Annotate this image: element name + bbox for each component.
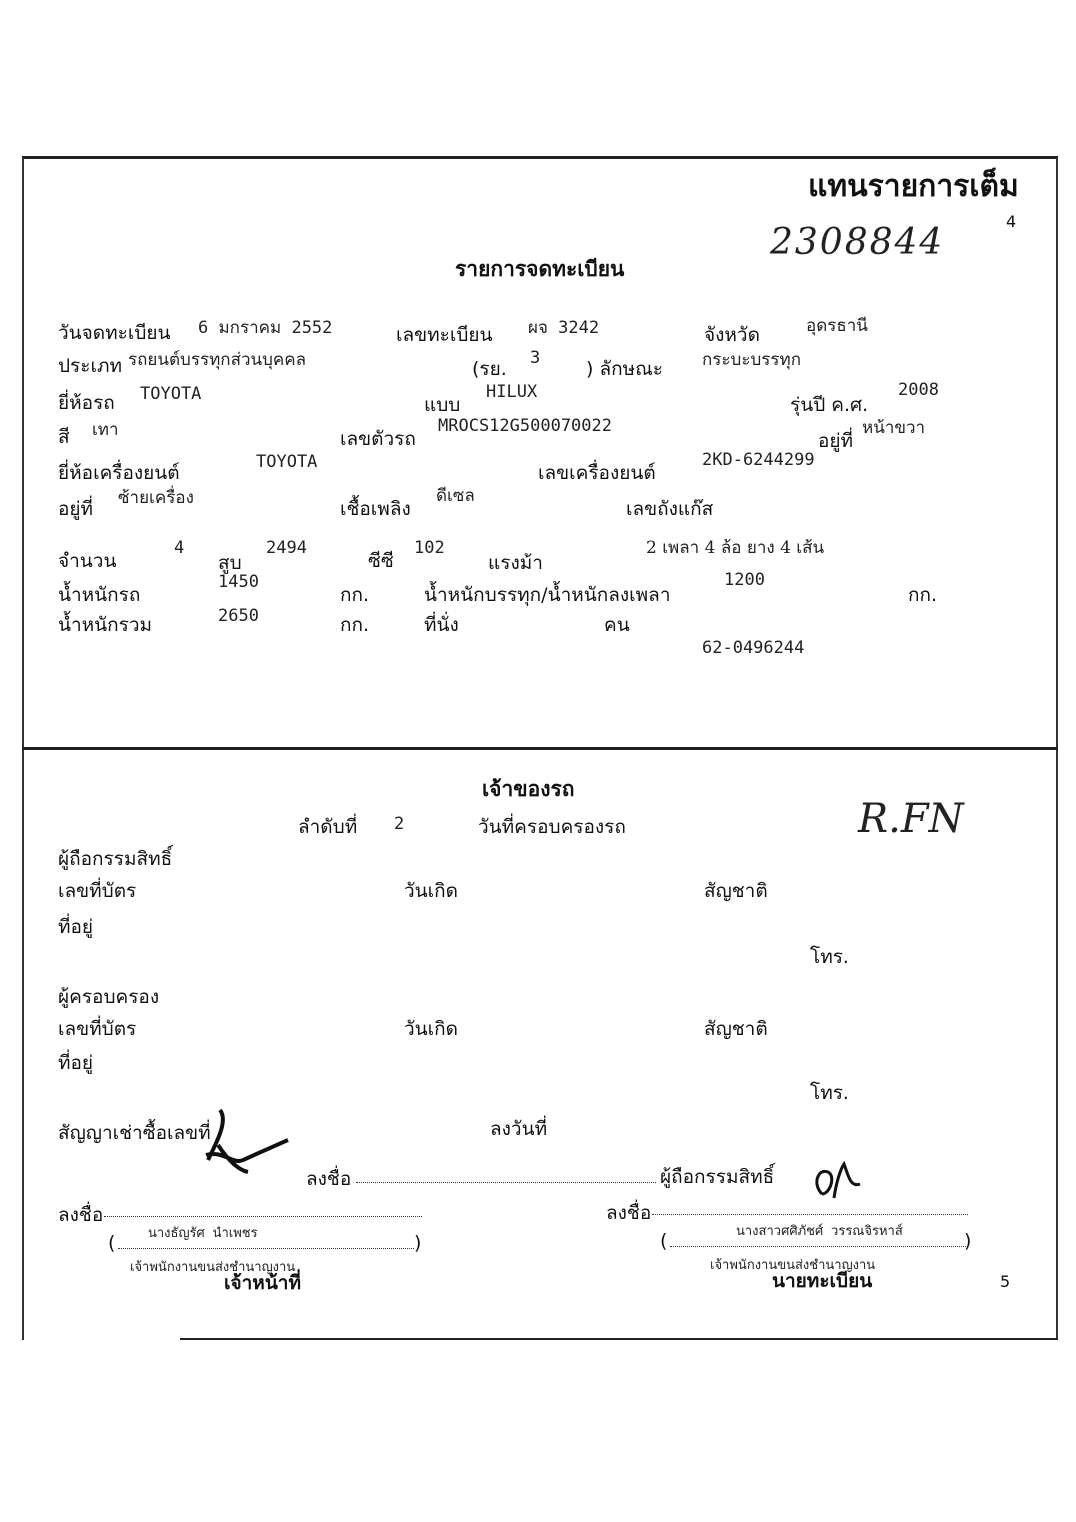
cc-value: 102 <box>414 538 445 558</box>
right-border-bottom <box>1056 750 1058 1340</box>
brand-label: ยี่ห้อรถ <box>58 392 115 414</box>
type-label: ประเภท <box>58 355 123 377</box>
fuel-label: เชื้อเพลิง <box>340 498 411 520</box>
right-signer-position: เจ้าพนักงานขนส่งชำนาญงาน <box>710 1258 876 1273</box>
bottom-border <box>180 1338 1058 1340</box>
possessor-address-label: ที่อยู่ <box>58 1052 94 1074</box>
left-signer-name: นางธัญรัศ นำเพชร <box>148 1226 258 1241</box>
holder-nationality-label: สัญชาติ <box>704 880 768 902</box>
page-number-bottom: 5 <box>1000 1272 1011 1291</box>
weight-unit: กก. <box>340 584 370 606</box>
lease-label: สัญญาเช่าซื้อเลขที่ <box>58 1122 211 1144</box>
load-unit: กก. <box>908 584 938 606</box>
left-paren-close: ) <box>414 1232 422 1254</box>
axle-value: 2 เพลา 4 ล้อ ยาง 4 เส้น <box>646 538 825 558</box>
stamp-text: แทนรายการเต็ม <box>808 169 1019 204</box>
color-value: เทา <box>92 420 119 440</box>
possessor-label: ผู้ครอบครอง <box>58 986 160 1008</box>
right-sign-label: ลงชื่อ <box>606 1202 652 1224</box>
year-label: รุ่นปี ค.ศ. <box>790 394 869 416</box>
chassis-location-label: อยู่ที่ <box>818 430 854 452</box>
signature-scribble-right <box>808 1154 868 1214</box>
handwritten-number: 2308844 <box>770 222 945 263</box>
holder-sign-role: ผู้ถือกรรมสิทธิ์ <box>660 1166 775 1188</box>
count-value: 4 <box>174 538 185 558</box>
gross-weight-label: น้ำหนักรวม <box>58 614 153 636</box>
engine-number-label: เลขเครื่องยนต์ <box>538 462 656 484</box>
model-value: HILUX <box>486 382 538 402</box>
holder-birth-label: วันเกิด <box>404 880 458 902</box>
province-label: จังหวัด <box>704 324 760 346</box>
cc-label: ซีซี <box>368 550 394 572</box>
left-signer-role: เจ้าหน้าที่ <box>224 1272 302 1294</box>
right-sign-line <box>652 1214 968 1215</box>
seat-unit: คน <box>604 614 630 636</box>
seat-label: ที่นั่ง <box>424 614 459 636</box>
holder-label: ผู้ถือกรรมสิทธิ์ <box>58 848 173 870</box>
chassis-label: เลขตัวรถ <box>340 428 416 450</box>
load-value: 1200 <box>724 570 765 590</box>
holder-sign-label: ลงชื่อ <box>306 1168 352 1190</box>
count-label: จำนวน <box>58 550 117 572</box>
engine-number-value: 2KD-6244299 <box>702 450 815 470</box>
left-sign-line <box>104 1216 422 1217</box>
left-border-bottom <box>22 750 24 1340</box>
possessor-id-label: เลขที่บัตร <box>58 1018 137 1040</box>
possessor-tel-label: โทร. <box>810 1082 849 1104</box>
ry-label: (รย. <box>472 358 507 380</box>
right-signer-role: นายทะเบียน <box>772 1270 873 1292</box>
province-value: อุดรธานี <box>806 316 868 336</box>
brand-value: TOYOTA <box>140 384 202 404</box>
engine-location-label: อยู่ที่ <box>58 498 94 520</box>
plate-label: เลขทะเบียน <box>396 324 493 346</box>
left-name-line <box>118 1248 414 1249</box>
left-paren-open: ( <box>108 1232 116 1254</box>
gross-weight-value: 2650 <box>218 606 259 626</box>
holder-tel-label: โทร. <box>810 946 849 968</box>
weight-value: 1450 <box>218 572 259 592</box>
signature-scribble-left <box>198 1100 298 1180</box>
right-signer-name: นางสาวศศิภัชศ์ วรรณจิรหาส์ <box>736 1224 903 1239</box>
horsepower-label: แรงม้า <box>488 552 543 574</box>
right-name-line <box>670 1246 966 1247</box>
order-value: 2 <box>394 814 405 834</box>
right-border-top <box>1056 158 1058 758</box>
engine-location-value: ซ้ายเครื่อง <box>118 488 194 508</box>
plate-value: ผจ 3242 <box>528 318 600 338</box>
date-label: วันจดทะเบียน <box>58 322 171 344</box>
handwritten-mark: R.FN <box>858 796 964 842</box>
right-paren-close: ) <box>964 1230 972 1252</box>
chassis-value: MROCS12G500070022 <box>438 416 612 436</box>
character-value: กระบะบรรทุก <box>702 350 802 370</box>
left-sign-label: ลงชื่อ <box>58 1204 104 1226</box>
left-border-top <box>22 158 24 758</box>
page-title: รายการจดทะเบียน <box>455 257 625 281</box>
lease-date-label: ลงวันที่ <box>490 1118 548 1140</box>
left-signer-position: เจ้าพนักงานขนส่งชำนาญงาน <box>130 1260 296 1275</box>
fuel-value: ดีเซล <box>436 486 475 506</box>
color-label: สี <box>58 426 70 448</box>
model-label: แบบ <box>424 394 461 416</box>
gas-tank-label: เลขถังแก๊ส <box>626 498 714 520</box>
holder-id-label: เลขที่บัตร <box>58 880 137 902</box>
reference-number: 62-0496244 <box>702 638 805 658</box>
year-value: 2008 <box>898 380 939 400</box>
gross-weight-unit: กก. <box>340 614 370 636</box>
page-number-top: 4 <box>1006 212 1017 231</box>
cylinder-value: 2494 <box>266 538 307 558</box>
engine-brand-value: TOYOTA <box>256 452 318 472</box>
possessor-birth-label: วันเกิด <box>404 1018 458 1040</box>
cylinder-label: สูบ <box>218 552 242 574</box>
ry-value: 3 <box>530 348 541 368</box>
possessor-nationality-label: สัญชาติ <box>704 1018 768 1040</box>
possess-date-label: วันที่ครอบครองรถ <box>478 816 626 838</box>
middle-divider <box>22 747 1058 750</box>
right-paren-open: ( <box>660 1230 668 1252</box>
chassis-location-value: หน้าขวา <box>862 418 926 438</box>
load-label: น้ำหนักบรรทุก/น้ำหนักลงเพลา <box>424 584 671 606</box>
holder-address-label: ที่อยู่ <box>58 916 94 938</box>
owner-title: เจ้าของรถ <box>482 777 575 801</box>
weight-label: น้ำหนักรถ <box>58 584 141 606</box>
holder-sign-line <box>356 1182 656 1183</box>
type-value: รถยนต์บรรทุกส่วนบุคคล <box>128 350 307 370</box>
character-label: ) ลักษณะ <box>586 358 663 380</box>
top-border <box>22 156 1058 159</box>
date-value: 6 มกราคม 2552 <box>198 318 333 338</box>
order-label: ลำดับที่ <box>298 816 358 838</box>
engine-brand-label: ยี่ห้อเครื่องยนต์ <box>58 462 180 484</box>
